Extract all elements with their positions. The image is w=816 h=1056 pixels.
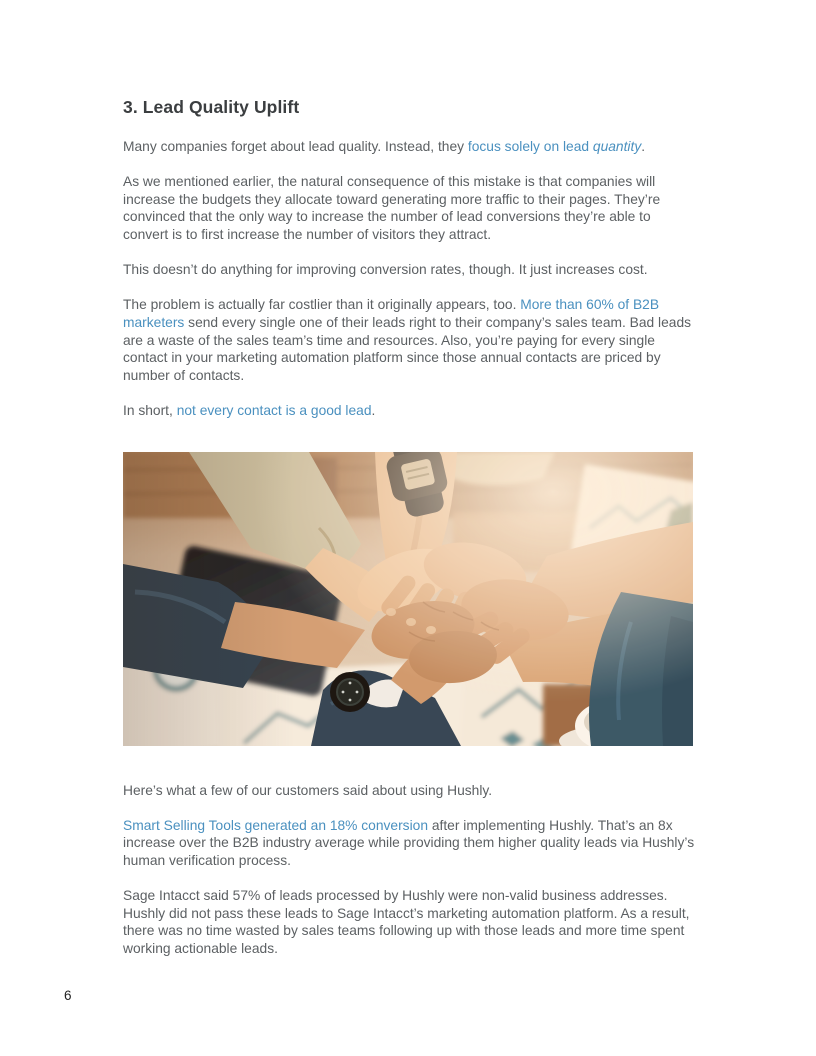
page-content — [123, 97, 695, 975]
paragraph-5 — [123, 402, 695, 420]
body-text: The problem is actually far costlier than it originally appears, too. — [123, 297, 521, 313]
team-hands-photo — [123, 452, 693, 746]
paragraph-3: This doesn’t do anything for improving conversion rates, though. It just increases cost. — [123, 262, 648, 278]
section-heading: 3. Lead Quality Uplift — [123, 97, 300, 117]
body-text: after implementing Hushly. That’s an 8x increase over the B2B industry average while providing them higher quality leads via Hushly’s human verification process. — [123, 817, 695, 868]
link-lead-quantity[interactable] — [468, 139, 641, 154]
body-text: . — [641, 139, 646, 154]
paragraph-2: As we mentioned earlier, the natural consequence of this mistake is that companies will increase the budgets they allocate toward generating more traffic to their pages. They’re convinced that the only way to increase the number of lead conversions they’re able to convert is to first increase the number of visitors they attract. — [123, 174, 661, 242]
link-not-every-contact[interactable]: not every contact is a good lead — [176, 402, 372, 418]
link-text: focus solely on lead — [467, 139, 593, 154]
link-b2b-marketers-stat[interactable]: More than 60% of B2B marketers — [123, 297, 660, 330]
body-text: In short, — [123, 402, 177, 418]
page-number: 6 — [64, 988, 72, 1003]
paragraph-1 — [123, 138, 695, 156]
body-text: Many companies forget about lead quality. Instead, they — [123, 139, 468, 154]
paragraph-6: Here’s what a few of our customers said about using Hushly. — [123, 782, 493, 798]
body-text: . — [371, 402, 376, 418]
paragraph-4 — [123, 296, 695, 384]
link-text-italic: quantity — [592, 139, 642, 154]
paragraph-8: Sage Intacct said 57% of leads processed by Hushly were non-valid business addresses. Hushly did not pass these leads to Sage Intacct’s marketing automation platform. As a result, there was no time wasted by sales teams following up with those leads and more time spent working actionable leads. — [123, 888, 690, 956]
link-smart-selling-tools[interactable]: Smart Selling Tools generated an 18% conversion — [123, 817, 428, 833]
body-text: send every single one of their leads right to their company’s sales team. Bad leads are a waste of the sales team’s time and resources. Also, you’re paying for every single contact in your marketing automation platform since those annual contacts are priced by number of contacts. — [123, 314, 692, 383]
team-hands-photo-illustration — [123, 452, 693, 746]
paragraph-7 — [123, 817, 695, 870]
